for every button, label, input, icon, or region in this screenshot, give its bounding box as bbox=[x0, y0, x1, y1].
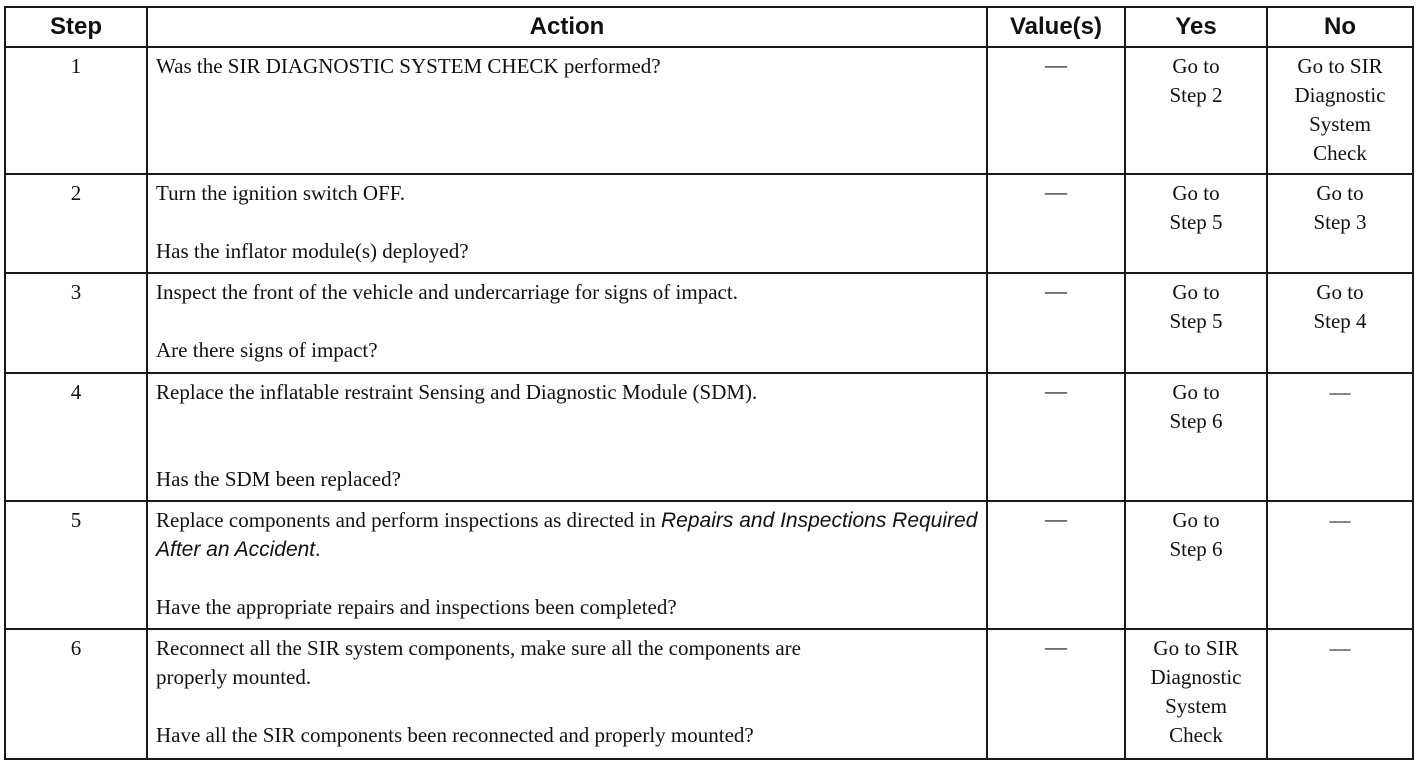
procedure-reference: Repairs and Inspections Required After an Accident bbox=[156, 509, 978, 561]
diagnostic-table bbox=[4, 6, 1414, 760]
yes-line: Step 5 bbox=[1169, 210, 1223, 234]
no-cell: — bbox=[1267, 501, 1413, 629]
action-text: Inspect the front of the vehicle and undercarriage for signs of impact. bbox=[156, 280, 738, 304]
step-number: 5 bbox=[5, 501, 147, 629]
yes-cell bbox=[1125, 373, 1267, 501]
step-number: 1 bbox=[5, 47, 147, 174]
action-text-end: . bbox=[315, 537, 321, 561]
action-question: Has the SDM been replaced? bbox=[156, 467, 401, 491]
yes-line: Step 6 bbox=[1169, 537, 1223, 561]
header-row bbox=[5, 7, 1413, 47]
value-cell: — bbox=[987, 629, 1125, 759]
step-number: 6 bbox=[5, 629, 147, 759]
header-yes: Yes bbox=[1125, 7, 1267, 47]
action-question: Has the inflator module(s) deployed? bbox=[156, 239, 469, 263]
table-row bbox=[5, 629, 1413, 759]
yes-cell bbox=[1125, 273, 1267, 373]
action-text: Turn the ignition switch OFF. bbox=[156, 181, 405, 205]
no-cell bbox=[1267, 174, 1413, 273]
no-line: System bbox=[1309, 112, 1371, 136]
yes-line: System bbox=[1165, 694, 1227, 718]
yes-cell bbox=[1125, 174, 1267, 273]
yes-cell bbox=[1125, 501, 1267, 629]
table-row bbox=[5, 373, 1413, 501]
action-text: Reconnect all the SIR system components, make sure all the components are properly mounted. bbox=[156, 636, 801, 689]
action-text-lead: Replace components and perform inspections as directed in bbox=[156, 508, 662, 532]
action-question: Have all the SIR components been reconnected and properly mounted? bbox=[156, 723, 754, 747]
no-line: Diagnostic bbox=[1294, 83, 1386, 107]
yes-line: Step 6 bbox=[1169, 409, 1223, 433]
yes-line: Check bbox=[1169, 723, 1223, 747]
value-cell: — bbox=[987, 174, 1125, 273]
header-action: Action bbox=[147, 7, 987, 47]
no-line: Go to SIR bbox=[1297, 54, 1383, 78]
no-cell: — bbox=[1267, 629, 1413, 759]
value-cell: — bbox=[987, 47, 1125, 174]
no-line: Go to bbox=[1316, 181, 1364, 205]
action-question: Have the appropriate repairs and inspections been completed? bbox=[156, 595, 677, 619]
no-line: Step 3 bbox=[1313, 210, 1367, 234]
yes-line: Diagnostic bbox=[1150, 665, 1242, 689]
yes-line: Go to bbox=[1172, 181, 1220, 205]
action-cell bbox=[147, 47, 987, 174]
table-row bbox=[5, 174, 1413, 273]
no-line: Check bbox=[1313, 141, 1367, 165]
step-number: 4 bbox=[5, 373, 147, 501]
value-cell: — bbox=[987, 373, 1125, 501]
yes-line: Go to SIR bbox=[1153, 636, 1239, 660]
table-row bbox=[5, 47, 1413, 174]
action-text: Replace the inflatable restraint Sensing and Diagnostic Module (SDM). bbox=[156, 380, 758, 404]
no-line: Step 4 bbox=[1313, 309, 1367, 333]
action-cell bbox=[147, 174, 987, 273]
yes-line: Go to bbox=[1172, 54, 1220, 78]
yes-line: Go to bbox=[1172, 380, 1220, 404]
no-cell bbox=[1267, 273, 1413, 373]
step-number: 2 bbox=[5, 174, 147, 273]
header-values: Value(s) bbox=[987, 7, 1125, 47]
no-cell bbox=[1267, 47, 1413, 174]
no-line: Go to bbox=[1316, 280, 1364, 304]
no-cell: — bbox=[1267, 373, 1413, 501]
yes-line: Step 2 bbox=[1169, 83, 1223, 107]
header-step: Step bbox=[5, 7, 147, 47]
table-row bbox=[5, 501, 1413, 629]
value-cell: — bbox=[987, 501, 1125, 629]
value-cell: — bbox=[987, 273, 1125, 373]
action-text bbox=[156, 506, 978, 564]
action-question: Are there signs of impact? bbox=[156, 338, 378, 362]
action-text: Was the SIR DIAGNOSTIC SYSTEM CHECK performed? bbox=[156, 54, 661, 78]
action-cell bbox=[147, 501, 987, 629]
action-cell bbox=[147, 273, 987, 373]
yes-line: Step 5 bbox=[1169, 309, 1223, 333]
table-row bbox=[5, 273, 1413, 373]
step-number: 3 bbox=[5, 273, 147, 373]
yes-line: Go to bbox=[1172, 280, 1220, 304]
yes-cell bbox=[1125, 629, 1267, 759]
action-cell bbox=[147, 373, 987, 501]
header-no: No bbox=[1267, 7, 1413, 47]
yes-line: Go to bbox=[1172, 508, 1220, 532]
yes-cell bbox=[1125, 47, 1267, 174]
action-cell bbox=[147, 629, 987, 759]
